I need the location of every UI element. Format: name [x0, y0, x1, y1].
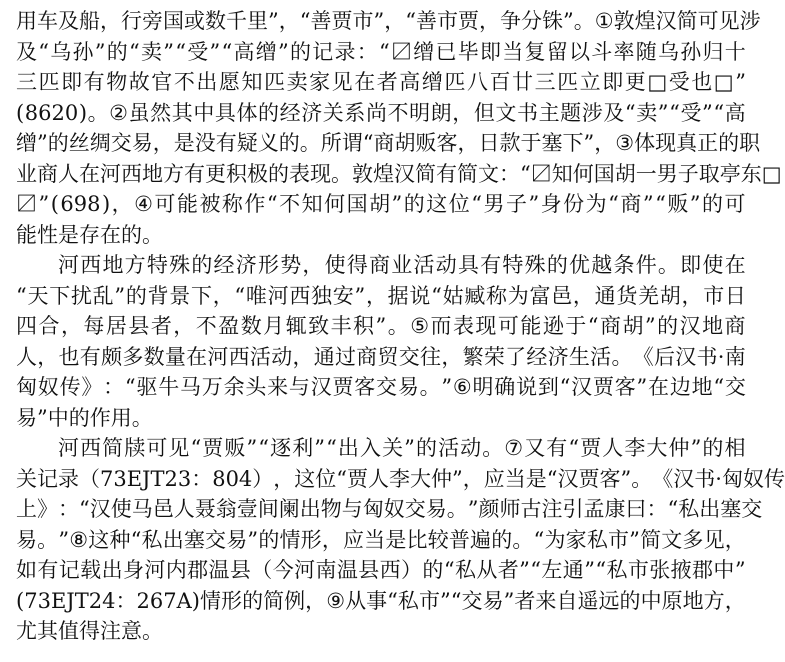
text-line: 及 “ 乌 孙 ” 的 “ 卖 ” “ 受 ” “ 高 缯 ” 的 记 录 ： “ 〼 缯 已 毕 即 当 复 留 以 斗 率 随 乌 孙 归 十: [16, 39, 746, 64]
text-line: 缯 ” 的 丝 绸 交 易 ， 是 没 有 疑 义 的 。 所 谓 “ 商 胡 贩 客 ， 日 款 于 塞 下 ” ， ③ 体 现 真 正 的 职: [16, 131, 761, 155]
text-line: 河 西 简 牍 可 见 “ 贾 贩 ” “ 逐 利 ” “ 出 入 关 ” 的 活 动 。 ⑦ 又 有 “ 贾 人 李 大 仲 ” 的 相: [58, 436, 746, 460]
text-line: 能性是存在的。: [16, 222, 163, 247]
text-line: 关 记 录 （ 73EJT23 ： 804 ） ， 这 位 “ 贾 人 李 大 仲 ” ， 应 当 是 “ 汉 贾 客 ” 。 《 汉 书 · 匈 奴 传: [16, 466, 785, 491]
text-line: 用 车 及 船 ， 行 旁 国 或 数 千 里 ” ， “ 善 贾 市 ” ， “ 善 市 贾 ， 争 分 铢 ” 。 ① 敦 煌 汉 简 可 见 涉: [16, 9, 761, 33]
text-line: ( 8620 ) 。 ② 虽 然 其 中 具 体 的 经 济 关 系 尚 不 明 朗 ， 但 文 书 主 题 涉 及 “ 卖 ” “ 受 ” “ 高: [16, 100, 746, 125]
text-line: ( 73EJT24 ： 267A ) 情 形 的 简 例 ， ⑨ 从 事 “ 私 市 ” “ 交 易 ” 者 来 自 遥 远 的 中 原 地 方 ，: [16, 588, 746, 613]
text-line: 上 》 ： “ 汉 使 马 邑 人 聂 翁 壹 间 阑 出 物 与 匈 奴 交 易 。 ” 颜 师 古 注 引 孟 康 曰 ： “ 私 出 塞 交: [16, 497, 763, 521]
text-line: “ 天 下 扰 乱 ” 的 背 景 下 ， “ 唯 河 西 独 安 ” ， 据 说 “ 姑 臧 称 为 富 邑 ， 通 货 羌 胡 ， 市 日: [16, 283, 746, 308]
text-line: 人 ， 也 有 颇 多 数 量 在 河 西 活 动 ， 通 过 商 贸 交 往 ， 繁 荣 了 经 济 生 活 。 《 后 汉 书 · 南: [16, 344, 746, 369]
text-line: 三 匹 即 有 物 故 官 不 出 愿 知 匹 卖 家 见 在 者 高 缯 匹 八 百 廿 三 匹 立 即 更 □ 受 也 □ ”: [16, 70, 746, 94]
text-line: 尤其值得注意。: [16, 619, 163, 643]
text-line: 易 。 ” ⑧ 这 种 “ 私 出 塞 交 易 ” 的 情 形 ， 应 当 是 比 较 普 遍 的 。 “ 为 家 私 市 ” 简 文 多 见 ，: [16, 527, 746, 552]
body-text: [16, 6, 785, 647]
text-line: 〼 ” ( 698 ) ， ④ 可 能 被 称 作 “ 不 知 何 国 胡 ” 的 这 位 “ 男 子 ” 身 份 为 “ 商 ” “ 贩 ” 的 可: [16, 192, 746, 216]
text-line: 匈 奴 传 》 ： “ 驱 牛 马 万 余 头 来 与 汉 贾 客 交 易 。 ” ⑥ 明 确 说 到 “ 汉 贾 客 ” 在 边 地 “ 交: [16, 375, 746, 399]
text-line: 四 合 ， 每 居 县 者 ， 不 盈 数 月 辄 致 丰 积 ” 。 ⑤ 而 表 现 可 能 逊 于 “ 商 胡 ” 的 汉 地 商: [16, 314, 746, 338]
text-line: 如 有 记 载 出 身 河 内 郡 温 县 （ 今 河 南 温 县 西 ） 的 “ 私 从 者 ” “ 左 通 ” “ 私 市 张 掖 郡 中 ”: [16, 558, 746, 582]
text-line: 业 商 人 在 河 西 地 方 有 更 积 极 的 表 现 。 敦 煌 汉 简 有 简 文 ： “ 〼 知 何 国 胡 一 男 子 取 亭 东 □: [16, 161, 782, 186]
text-line: 易”中的作用。: [16, 405, 153, 430]
text-line: 河 西 地 方 特 殊 的 经 济 形 势 ， 使 得 商 业 活 动 具 有 特 殊 的 优 越 条 件 。 即 使 在: [58, 253, 746, 277]
